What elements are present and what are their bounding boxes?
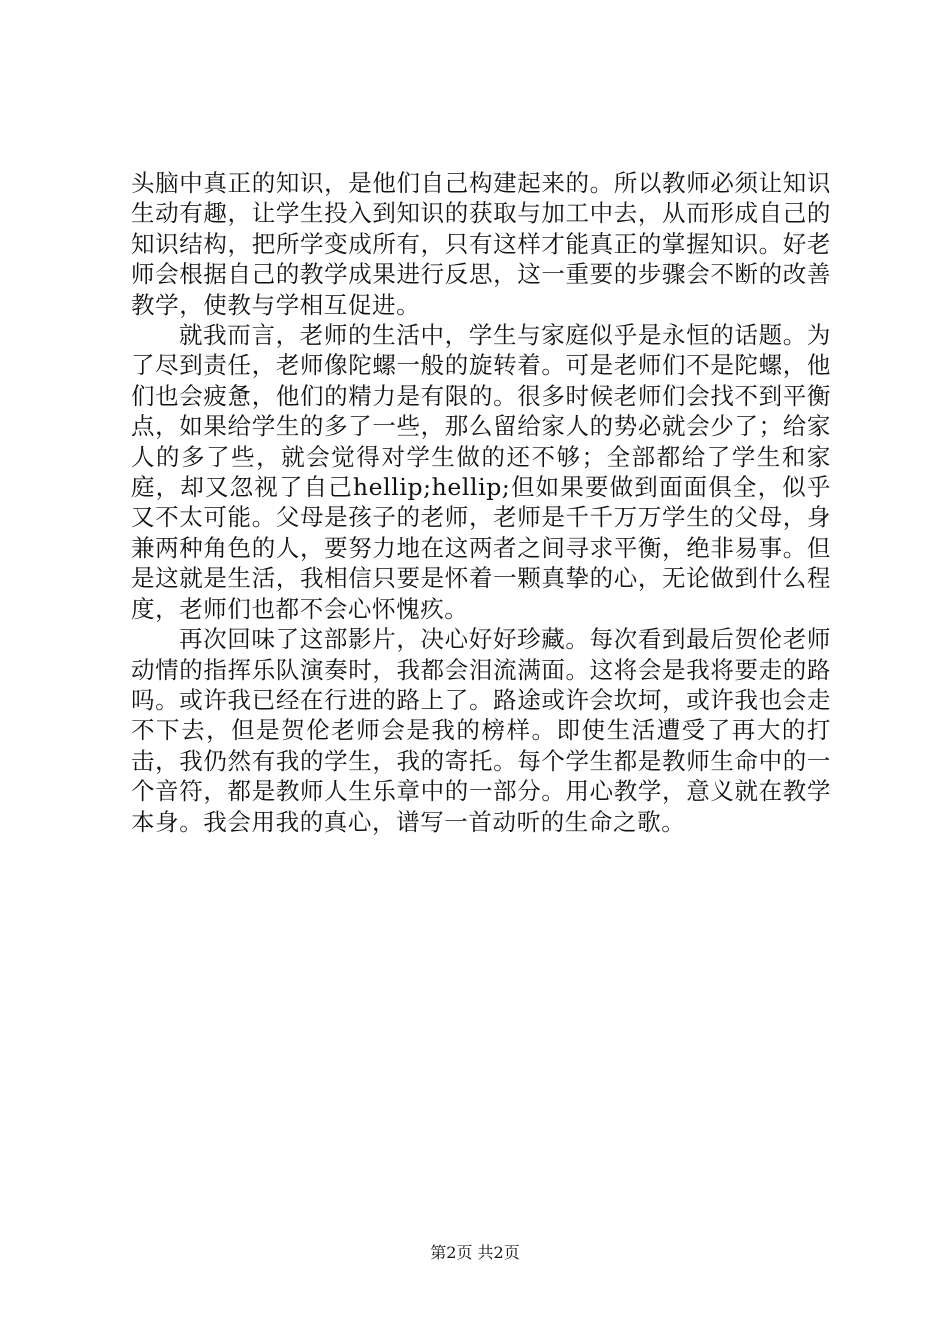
paragraph-3: 再次回味了这部影片，决心好好珍藏。每次看到最后贺伦老师动情的指挥乐队演奏时，我都会泪流满面。这将会是我将要走的路吗。或许我已经在行进的路上了。路途或许会坎坷，或许我也会走不下去，但是贺伦老师会是我的榜样。即使生活遭受了再大的打击，我仍然有我的学生，我的寄托。每个学生都是教师生命中的一个音符，都是教师人生乐章中的一部分。用心教学，意义就在教学本身。我会用我的真心，谱写一首动听的生命之歌。 bbox=[131, 625, 831, 836]
paragraph-2: 就我而言，老师的生活中，学生与家庭似乎是永恒的话题。为了尽到责任，老师像陀螺一般的旋转着。可是老师们不是陀螺，他们也会疲惫，他们的精力是有限的。很多时候老师们会找不到平衡点，如果给学生的多了一些，那么留给家人的势必就会少了；给家人的多了些，就会觉得对学生做的还不够；全部都给了学生和家庭，却又忽视了自己hellip;hellip;但如果要做到面面俱全，似乎又不太可能。父母是孩子的老师，老师是千千万万学生的父母，身兼两种角色的人，要努力地在这两者之间寻求平衡，绝非易事。但是这就是生活，我相信只要是怀着一颗真挚的心，无论做到什么程度，老师们也都不会心怀愧疚。 bbox=[131, 321, 831, 623]
paragraph-1: 头脑中真正的知识，是他们自己构建起来的。所以教师必须让知识生动有趣，让学生投入到知识的获取与加工中去，从而形成自己的知识结构，把所学变成所有，只有这样才能真正的掌握知识。好老师会根据自己的教学成果进行反思，这一重要的步骤会不断的改善教学，使教与学相互促进。 bbox=[131, 169, 831, 319]
document-body bbox=[131, 168, 831, 837]
page-footer: 第2页 共2页 bbox=[430, 1243, 520, 1262]
